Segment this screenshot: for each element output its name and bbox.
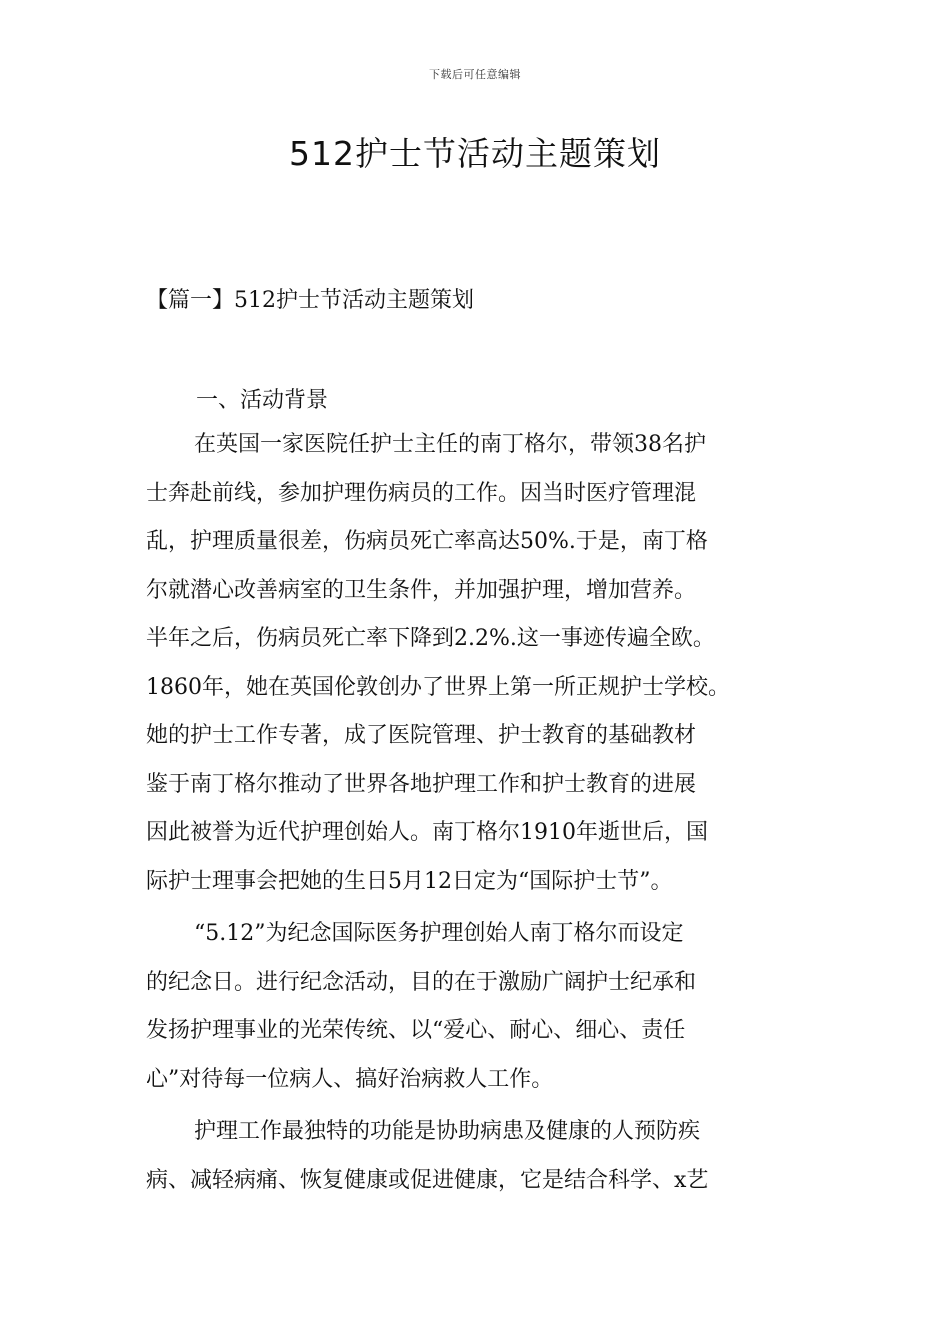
paragraph-line: 乱，护理质量很差，伤病员死亡率高达50%.于是，南丁格 [146, 529, 708, 554]
paragraph-line: 半年之后，伤病员死亡率下降到2.2%.这一事迹传遍全欧。 [146, 626, 715, 651]
paragraph-line: 病、减轻病痛、恢复健康或促进健康，它是结合科学、x艺 [146, 1167, 709, 1193]
paragraph-line: 际护士理事会把她的生日5月12日定为“国际护士节”。 [146, 868, 673, 894]
paragraph-line: 的纪念日。进行纪念活动，目的在于激励广阔护士纪承和 [146, 969, 697, 995]
paragraph-line: 发扬护理事业的光荣传统、以“爱心、耐心、细心、责任 [146, 1018, 686, 1043]
paragraph-2 [146, 910, 836, 1104]
header-note: 下载后可任意编辑 [429, 68, 521, 81]
heading-background: 一、活动背景 [196, 388, 329, 413]
document-title: 512护士节活动主题策划 [289, 134, 661, 173]
paragraph-line: 因此被誉为近代护理创始人。南丁格尔1910年逝世后，国 [146, 820, 708, 845]
paragraph-line: 尔就潜心改善病室的卫生条件，并加强护理，增加营养。 [146, 577, 697, 603]
paragraph-line: 士奔赴前线，参加护理伤病员的工作。因当时医疗管理混 [146, 480, 697, 506]
paragraph-line: 心”对待每一位病人、搞好治病救人工作。 [146, 1066, 554, 1092]
paragraph-line: 护理工作最独特的功能是协助病患及健康的人预防疾 [194, 1119, 701, 1144]
paragraph-1 [146, 421, 836, 906]
paragraph-line: “5.12”为纪念国际医务护理创始人南丁格尔而设定 [194, 921, 684, 946]
paragraph-line: 在英国一家医院任护士主任的南丁格尔，带领38名护 [194, 432, 706, 457]
paragraph-line: 1860年，她在英国伦敦创办了世界上第一所正规护士学校。 [146, 674, 730, 700]
paragraph-3 [146, 1108, 836, 1205]
paragraph-line: 鉴于南丁格尔推动了世界各地护理工作和护士教育的进展 [146, 771, 697, 797]
paragraph-line: 她的护士工作专著，成了医院管理、护士教育的基础教材 [146, 723, 697, 748]
section-title: 【篇一】512护士节活动主题策划 [146, 288, 474, 313]
document-body [146, 421, 836, 1205]
